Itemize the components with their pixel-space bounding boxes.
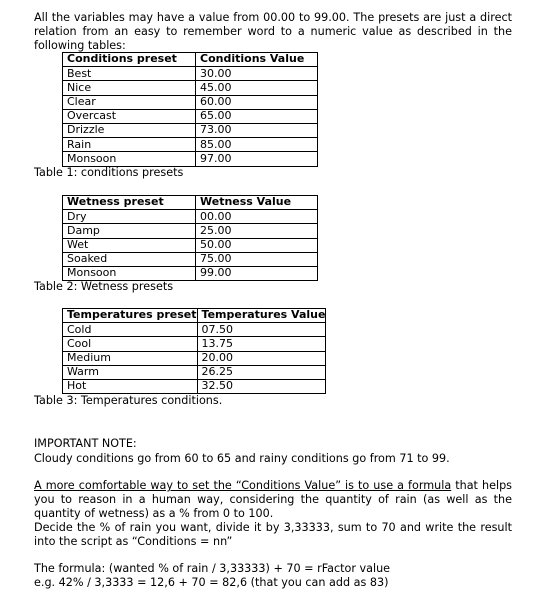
preset-cell: Soaked <box>63 252 196 266</box>
conditions-preset-table <box>62 52 318 167</box>
value-cell: 60.00 <box>196 95 318 109</box>
column-header: Wetness preset <box>63 196 196 210</box>
table-row <box>63 152 318 166</box>
value-cell: 73.00 <box>196 123 318 137</box>
value-cell: 99.00 <box>196 266 318 280</box>
table-row <box>63 67 318 81</box>
underlined-phrase: A more comfortable way to set the “Conditions Value” is to use a formula <box>34 479 452 492</box>
table-row <box>63 323 326 337</box>
preset-cell: Overcast <box>63 109 196 123</box>
important-note-heading: IMPORTANT NOTE: <box>34 437 137 450</box>
table-row <box>63 95 318 109</box>
column-header: Temperatures Value <box>197 309 326 323</box>
preset-cell: Drizzle <box>63 123 196 137</box>
value-cell: 13.75 <box>197 337 326 351</box>
column-header: Conditions Value <box>196 53 318 67</box>
preset-cell: Monsoon <box>63 152 196 166</box>
table-row <box>63 337 326 351</box>
value-cell: 97.00 <box>196 152 318 166</box>
table-row <box>63 81 318 95</box>
table-row <box>63 123 318 137</box>
table-caption: Table 3: Temperatures conditions. <box>34 394 223 407</box>
value-cell: 75.00 <box>196 252 318 266</box>
preset-cell: Medium <box>63 351 198 365</box>
table-row <box>63 351 326 365</box>
value-cell: 00.00 <box>196 210 318 224</box>
value-cell: 32.50 <box>197 379 326 393</box>
column-header: Temperatures preset <box>63 309 198 323</box>
formula-intro-paragraph <box>34 479 512 521</box>
preset-cell: Best <box>63 67 196 81</box>
column-header: Wetness Value <box>196 196 318 210</box>
table-row <box>63 210 318 224</box>
temperatures-preset-table <box>62 308 326 394</box>
intro-paragraph: All the variables may have a value from 00.00 to 99.00. The presets are just a direct relation from an easy to remember word to a numeric value as described in the following tables: <box>34 11 512 52</box>
value-cell: 45.00 <box>196 81 318 95</box>
value-cell: 30.00 <box>196 67 318 81</box>
preset-cell: Cool <box>63 337 198 351</box>
preset-cell: Damp <box>63 224 196 238</box>
value-cell: 85.00 <box>196 138 318 152</box>
table-row <box>63 365 326 379</box>
preset-cell: Cold <box>63 323 198 337</box>
preset-cell: Wet <box>63 238 196 252</box>
value-cell: 26.25 <box>197 365 326 379</box>
value-cell: 20.00 <box>197 351 326 365</box>
example-line: e.g. 42% / 3,3333 = 12,6 + 70 = 82,6 (that you can add as 83) <box>34 576 389 589</box>
table-row <box>63 224 318 238</box>
wetness-preset-table <box>62 195 318 281</box>
preset-cell: Monsoon <box>63 266 196 280</box>
table-header-row <box>63 53 318 67</box>
preset-cell: Clear <box>63 95 196 109</box>
preset-cell: Rain <box>63 138 196 152</box>
table-row <box>63 266 318 280</box>
table-caption: Table 1: conditions presets <box>34 166 184 179</box>
instructions-paragraph: Decide the % of rain you want, divide it by 3,33333, sum to 70 and write the result into the script as “Conditions = nn” <box>34 521 512 548</box>
value-cell: 07.50 <box>197 323 326 337</box>
column-header: Conditions preset <box>63 53 196 67</box>
preset-cell: Warm <box>63 365 198 379</box>
preset-cell: Nice <box>63 81 196 95</box>
table-row <box>63 138 318 152</box>
table-header-row <box>63 309 326 323</box>
table-caption: Table 2: Wetness presets <box>34 280 174 293</box>
value-cell: 65.00 <box>196 109 318 123</box>
table-row <box>63 238 318 252</box>
table-row <box>63 252 318 266</box>
important-note-text: Cloudy conditions go from 60 to 65 and rainy conditions go from 71 to 99. <box>34 452 450 465</box>
value-cell: 25.00 <box>196 224 318 238</box>
table-row <box>63 109 318 123</box>
table-header-row <box>63 196 318 210</box>
preset-cell: Hot <box>63 379 198 393</box>
preset-cell: Dry <box>63 210 196 224</box>
paragraph-text: that helps you to reason in a human way, considering the quantity of rain (as well as the quantity of wetness) as a % from 0 to 100. <box>34 479 512 520</box>
table-row <box>63 379 326 393</box>
formula-line: The formula: (wanted % of rain / 3,33333) + 70 = rFactor value <box>34 562 391 575</box>
value-cell: 50.00 <box>196 238 318 252</box>
